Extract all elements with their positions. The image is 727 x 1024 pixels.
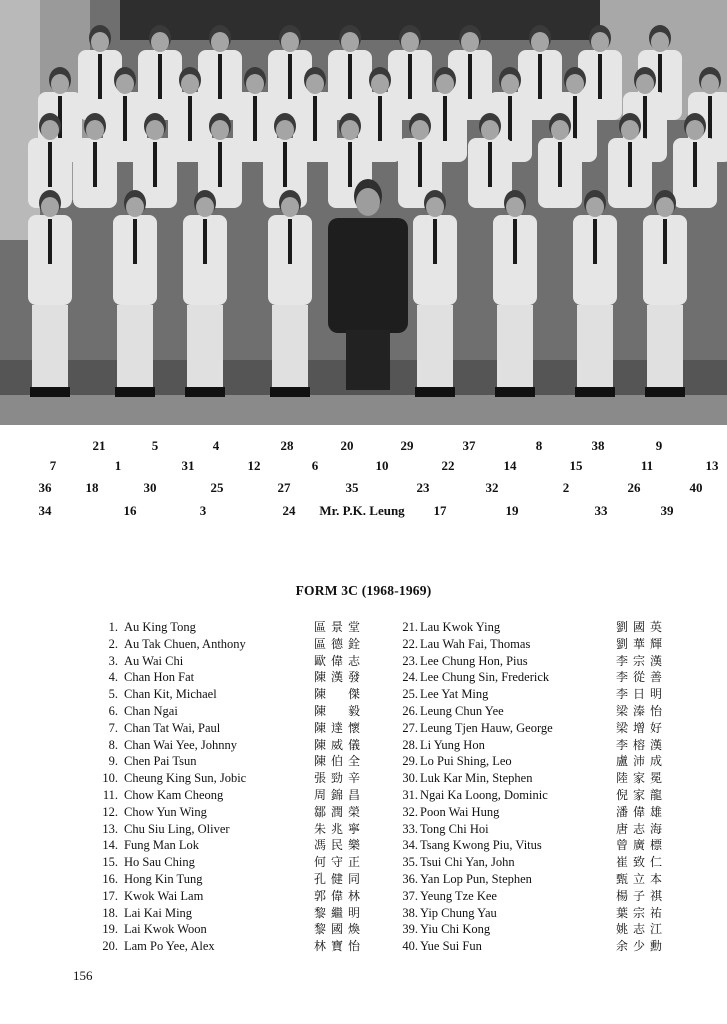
photo-key-number: 13 xyxy=(705,458,719,473)
student-name-chinese: 孔健同 xyxy=(314,871,366,886)
student-number: 12. xyxy=(102,804,118,819)
student-number: 2. xyxy=(108,636,118,651)
student-number: 29. xyxy=(402,754,418,769)
student-number: 3. xyxy=(108,653,118,668)
student-number: 26. xyxy=(402,703,418,718)
student-name-english: Yeung Tze Kee xyxy=(420,888,497,903)
student-name-english: Leung Tjen Hauw, George xyxy=(420,720,553,735)
student-number: 34. xyxy=(402,838,418,853)
student-number: 18. xyxy=(102,905,118,920)
photo-key-number: 12 xyxy=(247,458,261,473)
photo-key-number: 23 xyxy=(416,480,430,495)
student-number: 14. xyxy=(102,838,118,853)
student-name-english: Tsang Kwong Piu, Vitus xyxy=(420,838,542,853)
student-name-chinese: 區德銓 xyxy=(314,636,366,651)
student-name-english: Au Tak Chuen, Anthony xyxy=(124,636,246,651)
student-number: 33. xyxy=(402,821,418,836)
photo-key-number: 29 xyxy=(400,438,414,453)
photo-key-number: 27 xyxy=(277,480,291,495)
student-name-chinese: 梁增好 xyxy=(616,720,668,735)
photo-key-number: 21 xyxy=(92,438,106,453)
student-name-chinese: 李宗漢 xyxy=(616,653,668,668)
student-name-english: Li Yung Hon xyxy=(420,737,485,752)
student-name-chinese: 甄立本 xyxy=(616,871,668,886)
student-number: 23. xyxy=(402,653,418,668)
student-name-chinese: 陳伯全 xyxy=(314,754,366,769)
student-name-chinese: 何守正 xyxy=(314,855,366,870)
student-name-chinese: 陳漢發 xyxy=(314,670,366,685)
student-name-english: Chen Pai Tsun xyxy=(124,754,197,769)
student-name-english: Chow Yun Wing xyxy=(124,804,207,819)
student-name-chinese: 余少勳 xyxy=(616,939,668,954)
student-number: 5. xyxy=(108,687,118,702)
student-number: 19. xyxy=(102,922,118,937)
student-number: 37. xyxy=(402,888,418,903)
photo-key-number: 5 xyxy=(151,438,159,453)
student-number: 40. xyxy=(402,939,418,954)
student-number: 28. xyxy=(402,737,418,752)
student-name-chinese: 馮民樂 xyxy=(314,838,366,853)
photo-key-number: 20 xyxy=(340,438,354,453)
student-name-chinese: 劉國英 xyxy=(616,620,668,634)
photo-key-number: 39 xyxy=(660,503,674,518)
photo-key-number: 28 xyxy=(280,438,294,453)
student-number: 32. xyxy=(402,804,418,819)
student-name-chinese: 梁溱怡 xyxy=(616,703,668,718)
student-name-chinese: 葉宗祐 xyxy=(616,905,668,920)
student-name-english: Fung Man Lok xyxy=(124,838,199,853)
student-name-chinese: 曾廣標 xyxy=(616,838,668,853)
photo-key-number: 14 xyxy=(503,458,517,473)
student-name-chinese: 朱兆寧 xyxy=(314,821,366,836)
student-name-english: Chan Ngai xyxy=(124,703,178,718)
teacher-label: Mr. P.K. Leung xyxy=(319,503,405,518)
student-name-chinese: 唐志海 xyxy=(616,821,668,836)
student-name-english: Yiu Chi Kong xyxy=(420,922,491,937)
photo-key-number: 17 xyxy=(433,503,447,518)
photo-key-number: 36 xyxy=(38,480,52,495)
photo-key-number: 40 xyxy=(689,480,703,495)
student-name-english: Lee Yat Ming xyxy=(420,687,489,702)
student-number: 9. xyxy=(108,754,118,769)
photo-key-number: 30 xyxy=(143,480,157,495)
photo-key-number: 9 xyxy=(655,438,663,453)
photo-key-number: 10 xyxy=(375,458,389,473)
student-number: 15. xyxy=(102,855,118,870)
student-name-english: Ho Sau Ching xyxy=(124,855,195,870)
student-name-chinese: 周錦昌 xyxy=(314,787,366,802)
student-name-english: Yan Lop Pun, Stephen xyxy=(420,871,532,886)
student-number: 10. xyxy=(102,771,118,786)
student-number: 24. xyxy=(402,670,418,685)
student-number: 35. xyxy=(402,855,418,870)
student-number: 11. xyxy=(102,787,118,802)
student-name-chinese: 陳 毅 xyxy=(314,703,366,718)
student-number: 31. xyxy=(402,787,418,802)
photo-key-number: 3 xyxy=(199,503,207,518)
student-name-english: Poon Wai Hung xyxy=(420,804,500,819)
photo-key-number: 16 xyxy=(123,503,137,518)
student-name-chinese: 李從善 xyxy=(616,670,668,685)
student-name-english: Chan Hon Fat xyxy=(124,670,195,685)
student-number: 7. xyxy=(108,720,118,735)
photo-key-number: 38 xyxy=(591,438,605,453)
photo-key-number: 6 xyxy=(311,458,319,473)
student-name-chinese: 李榕漢 xyxy=(616,737,668,752)
student-number: 25. xyxy=(402,687,418,702)
student-name-english: Tsui Chi Yan, John xyxy=(420,855,515,870)
student-name-english: Luk Kar Min, Stephen xyxy=(420,771,533,786)
student-name-english: Lee Chung Sin, Frederick xyxy=(420,670,550,685)
photo-key-number: 32 xyxy=(485,480,499,495)
photo-key-number: 4 xyxy=(212,438,220,453)
student-number: 21. xyxy=(402,620,418,634)
student-name-english: Lai Kwok Woon xyxy=(124,922,207,937)
student-name-chinese: 楊子祺 xyxy=(616,888,668,903)
student-name-chinese: 盧沛成 xyxy=(616,754,668,769)
student-name-chinese: 陸家冕 xyxy=(616,771,668,786)
student-name-english: Chan Kit, Michael xyxy=(124,687,217,702)
student-number: 30. xyxy=(402,771,418,786)
student-name-english: Ngai Ka Loong, Dominic xyxy=(420,787,548,802)
student-name-chinese: 劉華輝 xyxy=(616,636,668,651)
student-name-chinese: 郭偉林 xyxy=(314,888,366,903)
student-name-chinese: 倪家龍 xyxy=(616,787,668,802)
photo-key-number: 7 xyxy=(49,458,57,473)
student-name-english: Cheung King Sun, Jobic xyxy=(124,771,247,786)
student-name-english: Leung Chun Yee xyxy=(420,703,504,718)
photo-key-number: 1 xyxy=(114,458,122,473)
student-name-english: Lau Kwok Ying xyxy=(420,620,501,634)
photo-key-number: 11 xyxy=(640,458,654,473)
student-name-chinese: 陳 傑 xyxy=(314,687,366,702)
student-name-chinese: 陳威儀 xyxy=(314,737,366,752)
student-name-english: Lam Po Yee, Alex xyxy=(124,939,215,954)
photo-key-number: 34 xyxy=(38,503,52,518)
student-name-chinese: 姚志江 xyxy=(616,922,668,937)
photo-key-number: 22 xyxy=(441,458,455,473)
photo-key-number: 15 xyxy=(569,458,583,473)
student-name-english: Yip Chung Yau xyxy=(420,905,497,920)
student-number: 13. xyxy=(102,821,118,836)
student-number: 27. xyxy=(402,720,418,735)
student-number: 36. xyxy=(402,871,418,886)
student-name-english: Lau Wah Fai, Thomas xyxy=(420,636,531,651)
student-number: 38. xyxy=(402,905,418,920)
form-title: FORM 3C (1968-1969) xyxy=(295,583,432,598)
student-number: 1. xyxy=(108,620,118,634)
photo-key-number: 18 xyxy=(85,480,99,495)
student-name-english: Lo Pui Shing, Leo xyxy=(420,754,512,769)
photo-key-number: 8 xyxy=(535,438,543,453)
photo-key-number: 24 xyxy=(282,503,296,518)
student-name-english: Kwok Wai Lam xyxy=(124,888,204,903)
student-name-chinese: 區景堂 xyxy=(314,620,366,634)
photo-key-number: 35 xyxy=(345,480,359,495)
page-number: 156 xyxy=(73,968,93,983)
student-name-english: Chu Siu Ling, Oliver xyxy=(124,821,230,836)
student-number: 8. xyxy=(108,737,118,752)
student-name-english: Hong Kin Tung xyxy=(124,871,203,886)
student-name-chinese: 李日明 xyxy=(616,687,668,702)
photo-key-number: 19 xyxy=(505,503,519,518)
student-number: 6. xyxy=(108,703,118,718)
student-name-english: Au Wai Chi xyxy=(124,653,184,668)
student-number: 22. xyxy=(402,636,418,651)
photo-key-number: 25 xyxy=(210,480,224,495)
student-name-chinese: 歐偉志 xyxy=(314,653,366,668)
student-name-chinese: 鄒潤榮 xyxy=(314,804,366,819)
student-name-english: Au King Tong xyxy=(124,620,196,634)
class-photo-illustration xyxy=(0,0,727,425)
student-name-english: Lee Chung Hon, Pius xyxy=(420,653,528,668)
student-name-chinese: 陳達懷 xyxy=(314,720,366,735)
student-name-chinese: 潘偉雄 xyxy=(616,804,668,819)
student-name-chinese: 崔致仁 xyxy=(616,855,668,870)
photo-key-number: 2 xyxy=(562,480,570,495)
student-name-english: Lai Kai Ming xyxy=(124,905,193,920)
student-number: 39. xyxy=(402,922,418,937)
student-name-chinese: 黎繼明 xyxy=(314,905,366,920)
student-name-chinese: 黎國煥 xyxy=(314,922,366,937)
student-number: 17. xyxy=(102,888,118,903)
photo-key-number: 31 xyxy=(181,458,195,473)
student-number: 4. xyxy=(108,670,118,685)
student-name-english: Chan Wai Yee, Johnny xyxy=(124,737,238,752)
student-number: 16. xyxy=(102,871,118,886)
photo-key-number: 37 xyxy=(462,438,476,453)
photo-key-number: 26 xyxy=(627,480,641,495)
student-number: 20. xyxy=(102,939,118,954)
student-name-english: Chow Kam Cheong xyxy=(124,787,224,802)
class-photo xyxy=(0,0,727,425)
student-name-chinese: 林寶怡 xyxy=(314,939,366,954)
student-name-english: Tong Chi Hoi xyxy=(420,821,489,836)
student-name-chinese: 張勁辛 xyxy=(314,771,366,786)
photo-key-number: 33 xyxy=(594,503,608,518)
student-name-english: Chan Tat Wai, Paul xyxy=(124,720,221,735)
student-name-english: Yue Sui Fun xyxy=(420,939,482,954)
